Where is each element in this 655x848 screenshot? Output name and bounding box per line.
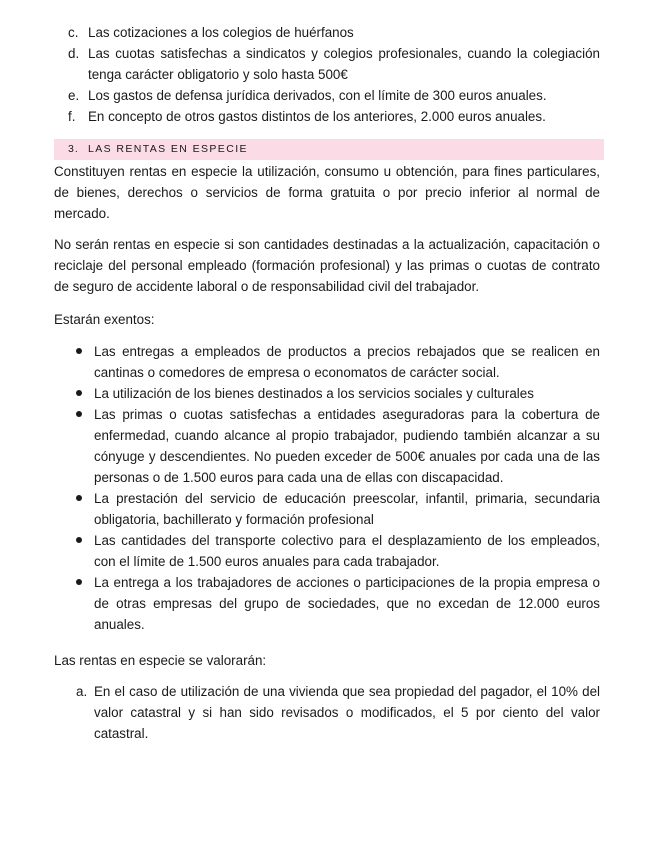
- list-item: [54, 85, 600, 106]
- bullet-text: Las primas o cuotas satisfechas a entidades aseguradoras para la cobertura de enfermedad, cuando alcance al propio trabajador, pudiendo también alcanzar a su cónyuge y descendientes. No pueden exceder de 500€ anuales por cada una de las personas o de 1.500 euros para cada una de ellas con discapacidad.: [94, 407, 600, 485]
- list-marker: d.: [68, 46, 80, 61]
- paragraph-exclusions: No serán rentas en especie si son cantidades destinadas a la actualización, capacitación o reciclaje del personal empleado (formación profesional) y las primas o cuotas de contrato de seguro de accidente laboral o de responsabilidad civil del trabajador.: [54, 237, 600, 294]
- section-number: 3.: [68, 143, 79, 155]
- bullet-item: [54, 341, 600, 383]
- list-item-text: Las cotizaciones a los colegios de huérfanos: [88, 25, 354, 40]
- section-heading: [54, 139, 604, 160]
- paragraph-valuation-heading: Las rentas en especie se valorarán:: [54, 653, 267, 668]
- bullet-item: [54, 530, 600, 572]
- list-marker: e.: [68, 88, 80, 103]
- bullet-icon: [76, 390, 82, 396]
- bullet-icon: [76, 537, 82, 543]
- bullet-item: [54, 404, 600, 488]
- paragraph-definition: Constituyen rentas en especie la utilización, consumo u obtención, para fines particulares, de bienes, derechos o servicios de forma gratuita o por precio inferior al normal de mercado.: [54, 164, 600, 221]
- bullet-icon: [76, 495, 82, 501]
- list-item-text: En concepto de otros gastos distintos de los anteriores, 2.000 euros anuales.: [88, 109, 546, 124]
- section-title: LAS RENTAS EN ESPECIE: [88, 143, 248, 155]
- list-item: [54, 43, 600, 85]
- list-item: [54, 681, 600, 744]
- valuation-alpha-list: [54, 681, 600, 744]
- list-item-text: Las cuotas satisfechas a sindicatos y colegios profesionales, cuando la colegiación tenga carácter obligatorio y solo hasta 500€: [88, 46, 600, 82]
- list-item-text: En el caso de utilización de una vivienda que sea propiedad del pagador, el 10% del valor catastral y si han sido revisados o modificados, el 5 por ciento del valor catastral.: [94, 684, 600, 741]
- bullet-text: Las entregas a empleados de productos a precios rebajados que se realicen en cantinas o comedores de empresa o economatos de carácter social.: [94, 344, 600, 380]
- exempt-bullet-list: [54, 341, 600, 635]
- list-item: [54, 22, 600, 43]
- bullet-icon: [76, 579, 82, 585]
- bullet-item: [54, 383, 600, 404]
- bullet-icon: [76, 411, 82, 417]
- bullet-text: La entrega a los trabajadores de acciones o participaciones de la propia empresa o de otras empresas del grupo de sociedades, que no excedan de 12.000 euros anuales.: [94, 575, 600, 632]
- bullet-text: Las cantidades del transporte colectivo para el desplazamiento de los empleados, con el límite de 1.500 euros anuales para cada trabajador.: [94, 533, 600, 569]
- bullet-item: [54, 488, 600, 530]
- list-marker: c.: [68, 25, 79, 40]
- list-marker: a.: [76, 684, 88, 699]
- bullet-icon: [76, 348, 82, 354]
- bullet-text: La prestación del servicio de educación preescolar, infantil, primaria, secundaria obligatoria, bachillerato y formación profesional: [94, 491, 600, 527]
- list-item-text: Los gastos de defensa jurídica derivados, con el límite de 300 euros anuales.: [88, 88, 547, 103]
- paragraph-exempt-heading: Estarán exentos:: [54, 312, 155, 327]
- bullet-item: [54, 572, 600, 635]
- bullet-text: La utilización de los bienes destinados a los servicios sociales y culturales: [94, 386, 534, 401]
- list-item: [54, 106, 600, 127]
- list-marker: f.: [68, 109, 76, 124]
- top-alpha-list: [54, 22, 600, 127]
